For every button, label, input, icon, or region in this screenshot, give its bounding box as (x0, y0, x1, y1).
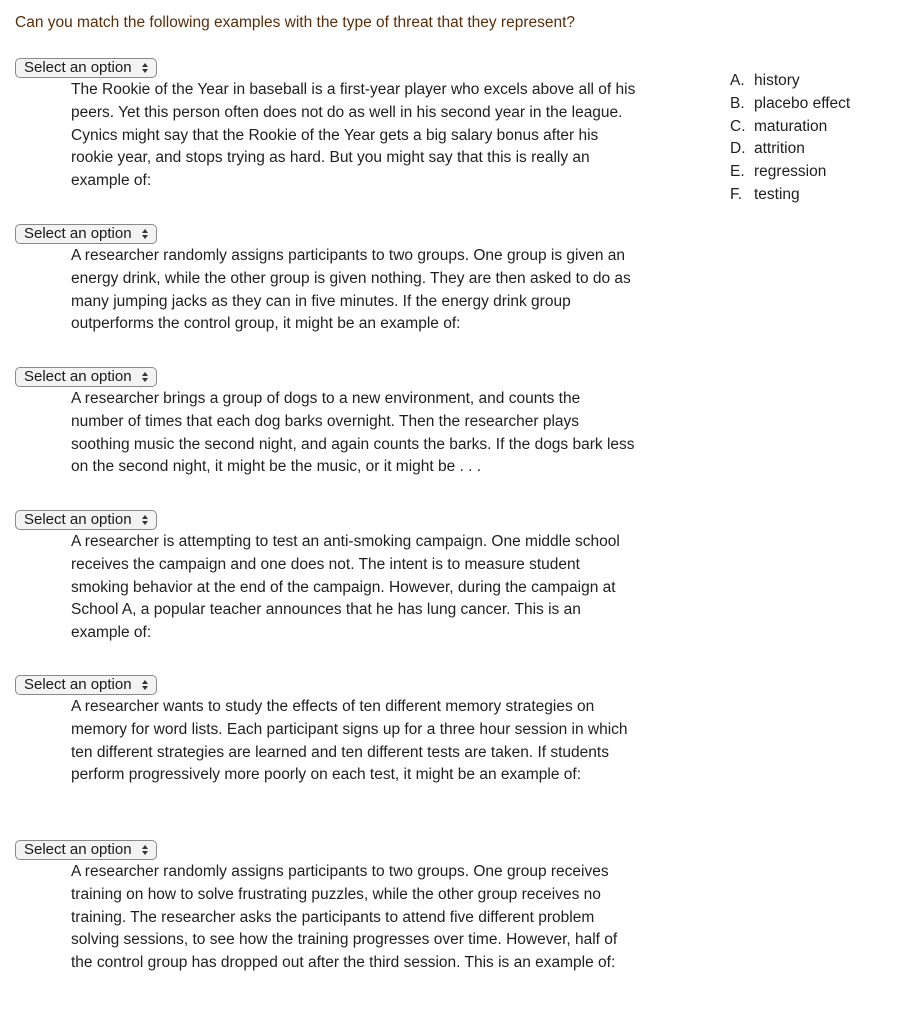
item-prompt-5: A researcher wants to study the effects of ten different memory strategies on memory for word lists. Each participant signs up for a three hour session in which ten different strategies are learned and ten different tests are taken. If students perform progressively more poorly on each test, it might be an example of: (71, 698, 628, 784)
item-prompt-4: A researcher is attempting to test an anti-smoking campaign. One middle school receives the campaign and one does not. The intent is to measure student smoking behavior at the end of the campaign. However, during the campaign at School A, a popular teacher announces that he has lung cancer. This is an example of: (71, 533, 620, 642)
choice-item-f (730, 184, 850, 207)
item-prompt-2: A researcher randomly assigns participants to two groups. One group is given an energy drink, while the other group is given nothing. They are then asked to do as many jumping jacks as they can in five minutes. If the energy drink group outperforms the control group, it might be an example of: (71, 247, 631, 333)
choice-text: placebo effect (754, 94, 851, 112)
item-prompt-6: A researcher randomly assigns participants to two groups. One group receives training on how to solve frustrating puzzles, while the other group receives no training. The researcher asks the participants to attend five different problem solving sessions, to see how the training progresses over time. However, half of the control group has dropped out after the third session. This is an example of: (71, 863, 618, 972)
choice-item-a (730, 70, 850, 93)
answer-select-4[interactable] (15, 510, 157, 530)
answer-select-1[interactable] (15, 58, 157, 78)
updown-arrows-icon (142, 63, 150, 73)
updown-arrows-icon (142, 229, 150, 239)
answer-select-6[interactable] (15, 840, 157, 860)
match-item-1 (15, 58, 655, 193)
select-label: Select an option (24, 225, 132, 242)
choice-item-e (730, 161, 850, 184)
choice-letter: A. (730, 72, 745, 89)
choice-text: attrition (754, 140, 805, 158)
select-label: Select an option (24, 676, 132, 693)
answer-select-2[interactable] (15, 224, 157, 244)
match-item-5 (15, 675, 655, 787)
choice-list (730, 70, 850, 207)
choice-text: maturation (754, 117, 828, 135)
choice-item-d (730, 138, 850, 161)
choice-letter: C. (730, 117, 746, 135)
updown-arrows-icon (142, 515, 150, 525)
choice-text: history (754, 72, 800, 89)
choice-item-c (730, 116, 850, 139)
choice-letter: F. (730, 185, 743, 203)
answer-select-3[interactable] (15, 367, 157, 387)
select-label: Select an option (24, 841, 132, 858)
question-text: Can you match the following examples with the type of threat that they represent? (15, 14, 576, 31)
select-label: Select an option (24, 368, 132, 385)
updown-arrows-icon (142, 680, 150, 690)
choice-letter: D. (730, 140, 746, 158)
match-item-6 (15, 840, 655, 975)
choice-text: regression (754, 163, 827, 181)
item-prompt-1: The Rookie of the Year in baseball is a first-year player who excels above all of his peers. Yet this person often does not do as well in his second year in the league. Cynics might say that the Rookie of the Year gets a big salary bonus after his rookie year, and stops trying as hard. But you might say that this is really an example of: (71, 81, 636, 190)
choice-letter: E. (730, 163, 745, 181)
match-item-4 (15, 510, 655, 645)
item-prompt-3: A researcher brings a group of dogs to a new environment, and counts the number of times that each dog barks overnight. Then the researcher plays soothing music the second night, and again counts the barks. If the dogs bark less on the second night, it might be the music, or it might be . . . (71, 390, 635, 476)
choice-item-b (730, 93, 850, 116)
choice-text: testing (754, 185, 800, 203)
answer-select-5[interactable] (15, 675, 157, 695)
choice-letter: B. (730, 94, 745, 112)
updown-arrows-icon (142, 845, 150, 855)
select-label: Select an option (24, 59, 132, 76)
match-item-3 (15, 367, 655, 479)
updown-arrows-icon (142, 372, 150, 382)
select-label: Select an option (24, 511, 132, 528)
match-item-2 (15, 224, 655, 336)
